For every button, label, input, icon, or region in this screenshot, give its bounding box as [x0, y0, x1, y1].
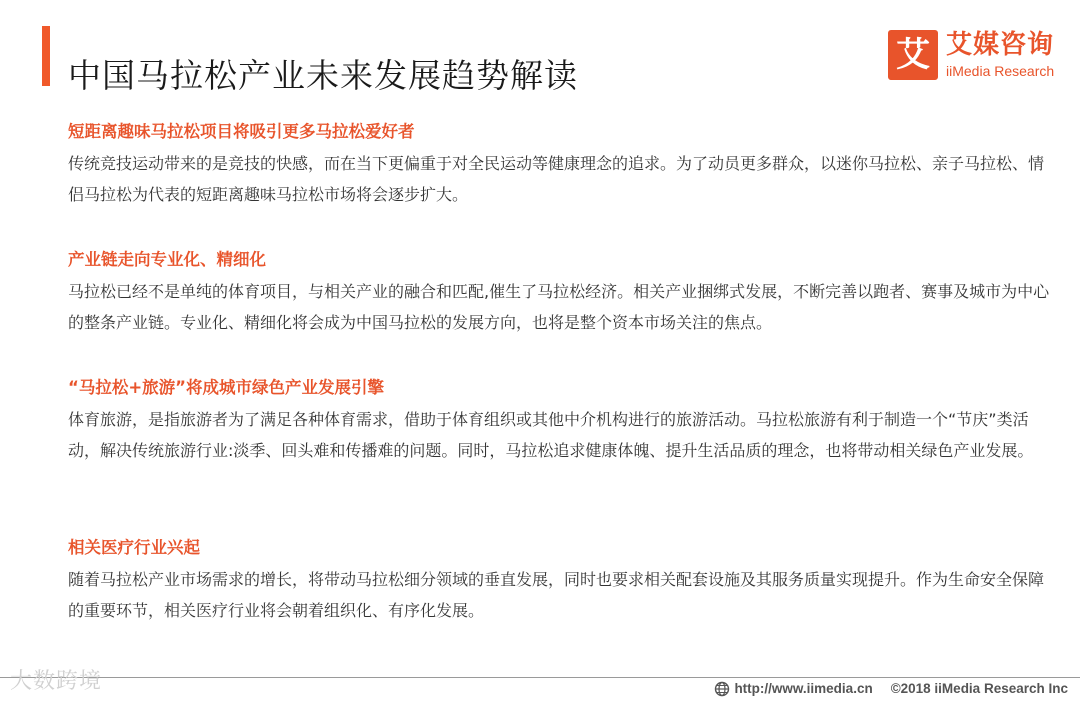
section-industry-chain: [68, 248, 1058, 338]
globe-icon: [714, 681, 730, 697]
brand-name-en: iiMedia Research: [946, 63, 1055, 79]
footer-divider: [0, 677, 1080, 678]
footer-url-link[interactable]: http://www.iimedia.cn: [734, 681, 873, 696]
section-heading: 相关医疗行业兴起: [68, 538, 200, 557]
watermark: 大数跨境: [10, 669, 103, 694]
section-body: 传统竞技运动带来的是竞技的快感，而在当下更偏重于对全民运动等健康理念的追求。为了动员更多群众，以迷你马拉松、亲子马拉松、情侣马拉松为代表的短距离趣味马拉松市场将会逐步扩大。: [68, 154, 1045, 204]
section-medical-industry: [68, 536, 1058, 626]
section-body: 随着马拉松产业市场需求的增长，将带动马拉松细分领域的垂直发展，同时也要求相关配套设施及其服务质量实现提升。作为生命安全保障的重要环节，相关医疗行业将会朝着组织化、有序化发展。: [68, 570, 1045, 620]
brand-mark-icon: 艾: [888, 30, 938, 80]
section-heading: 产业链走向专业化、精细化: [68, 250, 266, 269]
title-accent-bar: [42, 26, 50, 86]
section-marathon-tourism: [68, 376, 1058, 466]
footer-info: [714, 679, 1068, 699]
footer-copyright: ©2018 iiMedia Research Inc: [890, 681, 1068, 696]
brand-logo: [888, 30, 1068, 82]
section-heading: “马拉松+旅游”将成城市绿色产业发展引擎: [68, 378, 385, 397]
section-heading: 短距离趣味马拉松项目将吸引更多马拉松爱好者: [68, 122, 415, 141]
section-short-distance-marathon: [68, 120, 1058, 210]
page-title: 中国马拉松产业未来发展趋势解读: [68, 56, 578, 96]
brand-name-cn: 艾媒咨询: [946, 30, 1055, 60]
section-body: 马拉松已经不是单纯的体育项目，与相关产业的融合和匹配,催生了马拉松经济。相关产业捆绑式发展，不断完善以跑者、赛事及城市为中心的整条产业链。专业化、精细化将会成为中国马拉松的发展方向，也将是整个资本市场关注的焦点。: [68, 282, 1050, 332]
section-body: 体育旅游，是指旅游者为了满足各种体育需求，借助于体育组织或其他中介机构进行的旅游活动。马拉松旅游有利于制造一个“节庆”类活动，解决传统旅游行业:淡季、回头难和传播难的问题。同时，马拉松追求健康体魄、提升生活品质的理念，也将带动相关绿色产业发展。: [68, 410, 1034, 460]
